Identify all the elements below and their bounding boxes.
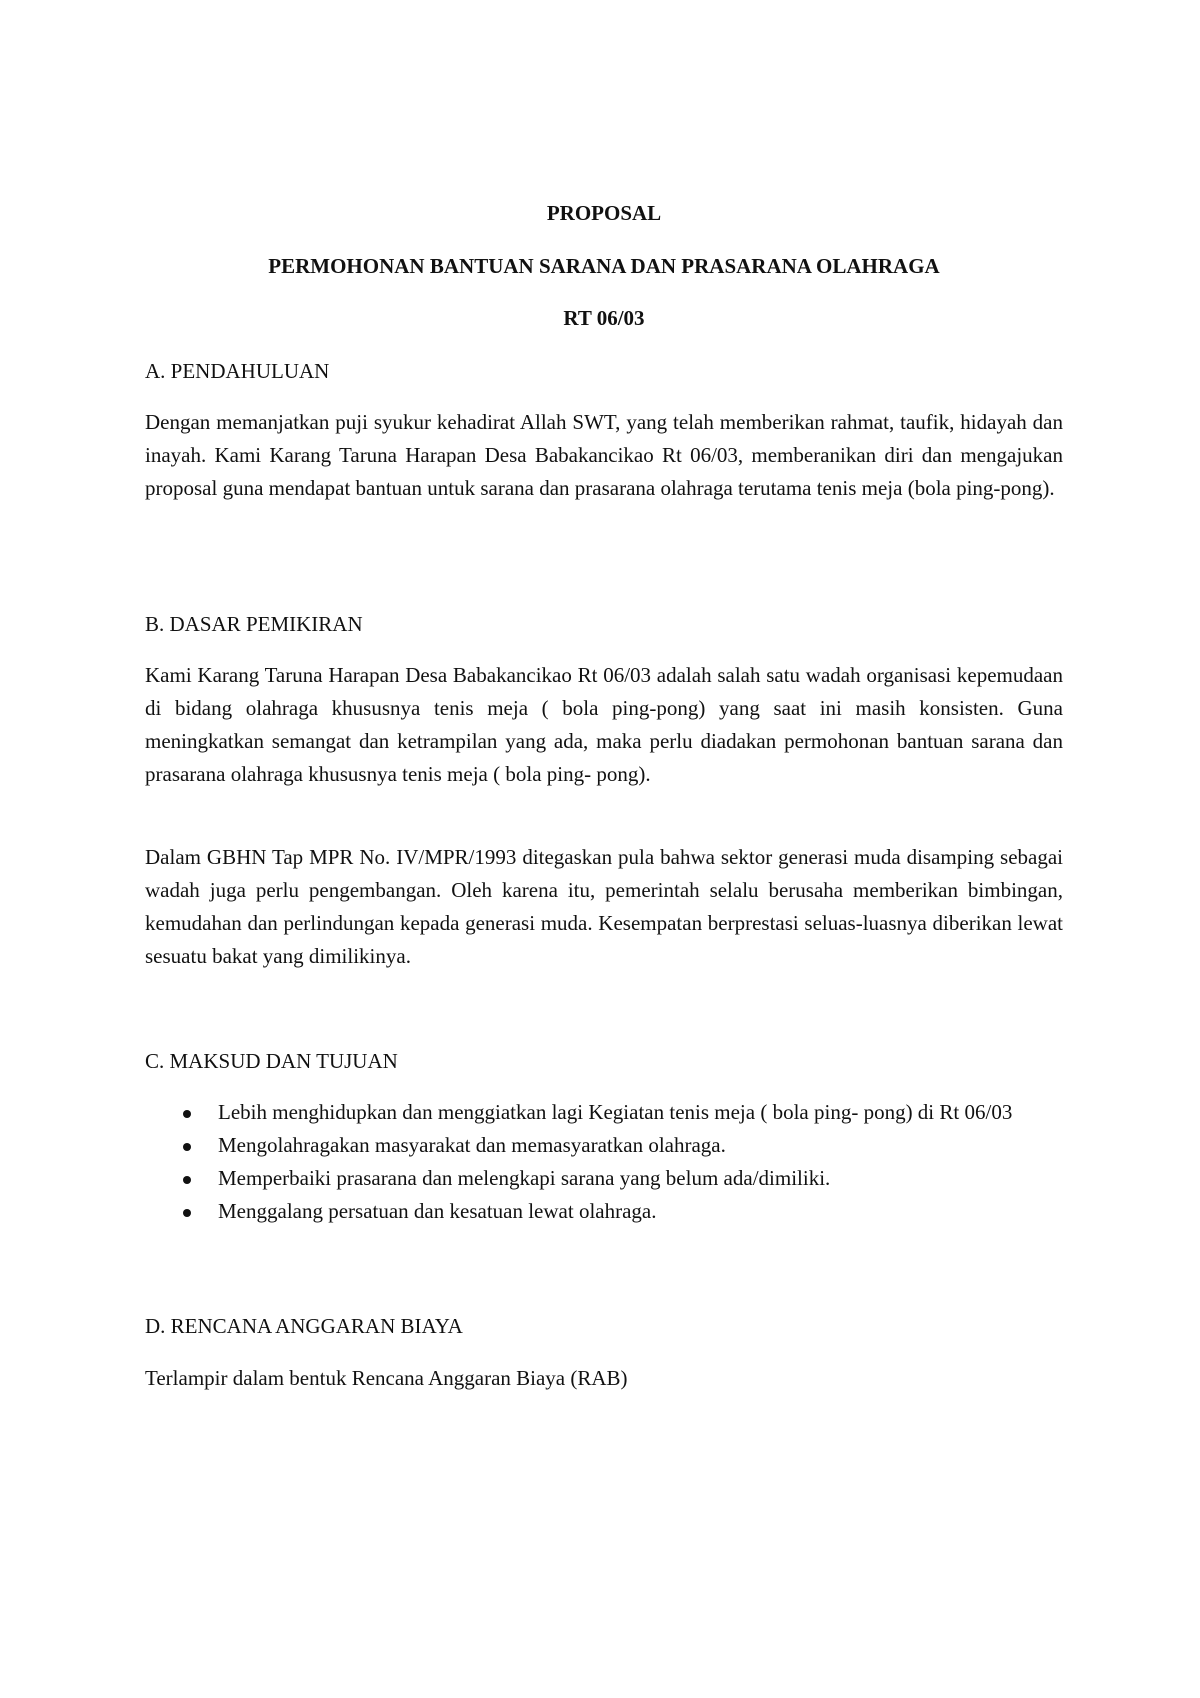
document-title: PROPOSAL bbox=[546, 201, 662, 225]
list-item bbox=[145, 1129, 1063, 1162]
list-item-text: Menggalang persatuan dan kesatuan lewat olahraga. bbox=[218, 1199, 657, 1223]
section-b-heading: B. DASAR PEMIKIRAN bbox=[145, 612, 363, 636]
section-c-list bbox=[145, 1096, 1063, 1228]
document-subtitle-rt: RT 06/03 bbox=[563, 306, 645, 330]
bullet-icon bbox=[183, 1143, 191, 1151]
section-b-paragraph-1: Kami Karang Taruna Harapan Desa Babakancikao Rt 06/03 adalah salah satu wadah organisasi kepemudaan di bidang olahraga khususnya tenis meja ( bola ping-pong) yang saat ini masih konsisten. Guna meningkatkan semangat dan ketrampilan yang ada, maka perlu diadakan permohonan bantuan sarana dan prasarana olahraga khususnya tenis meja ( bola ping- pong). bbox=[145, 663, 1063, 786]
list-item-text: Lebih menghidupkan dan menggiatkan lagi Kegiatan tenis meja ( bola ping- pong) di Rt 06/03 bbox=[218, 1100, 1013, 1124]
section-b-paragraph-2: Dalam GBHN Tap MPR No. IV/MPR/1993 ditegaskan pula bahwa sektor generasi muda disamping sebagai wadah juga perlu pengembangan. Oleh karena itu, pemerintah selalu berusaha memberikan bimbingan, kemudahan dan perlindungan kepada generasi muda. Kesempatan berprestasi seluas-luasnya diberikan lewat sesuatu bakat yang dimilikinya. bbox=[145, 845, 1063, 968]
section-c-heading: C. MAKSUD DAN TUJUAN bbox=[145, 1049, 398, 1073]
section-a-paragraph: Dengan memanjatkan puji syukur kehadirat Allah SWT, yang telah memberikan rahmat, taufik, hidayah dan inayah. Kami Karang Taruna Harapan Desa Babakancikao Rt 06/03, memberanikan diri dan mengajukan proposal guna mendapat bantuan untuk sarana dan prasarana olahraga terutama tenis meja (bola ping-pong). bbox=[145, 410, 1063, 500]
section-a-heading: A. PENDAHULUAN bbox=[145, 359, 330, 383]
section-d-paragraph: Terlampir dalam bentuk Rencana Anggaran Biaya (RAB) bbox=[145, 1366, 628, 1390]
bullet-icon bbox=[183, 1110, 191, 1118]
list-item bbox=[145, 1096, 1063, 1129]
section-d-heading: D. RENCANA ANGGARAN BIAYA bbox=[145, 1314, 463, 1338]
document-subtitle: PERMOHONAN BANTUAN SARANA DAN PRASARANA OLAHRAGA bbox=[268, 254, 940, 278]
list-item bbox=[145, 1162, 1063, 1195]
list-item-text: Mengolahragakan masyarakat dan memasyaratkan olahraga. bbox=[218, 1133, 726, 1157]
list-item bbox=[145, 1195, 1063, 1228]
bullet-icon bbox=[183, 1209, 191, 1217]
bullet-icon bbox=[183, 1176, 191, 1184]
list-item-text: Memperbaiki prasarana dan melengkapi sarana yang belum ada/dimiliki. bbox=[218, 1166, 831, 1190]
